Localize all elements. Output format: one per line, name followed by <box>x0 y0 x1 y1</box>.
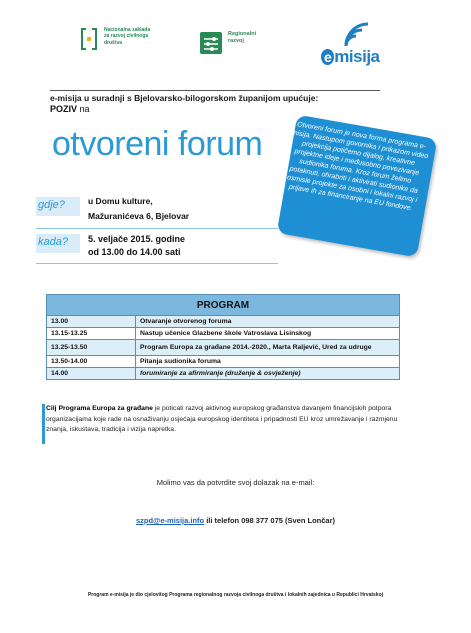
where-value <box>88 194 189 224</box>
program-time: 13.15-13.25 <box>47 328 136 340</box>
na-label: na <box>77 104 90 114</box>
footer-text: Program e-misija je dio cjelovitog Programa regionalnog razvoja civilnoga društva i lokalnih zajednica u Republici Hrvatskoj <box>87 592 384 598</box>
goal-lead: Cilj Programa Europa za građane <box>46 405 153 412</box>
event-title: otvoreni forum <box>52 125 263 163</box>
regional-development-logo-icon <box>200 32 222 54</box>
poziv-label: POZIV <box>50 104 78 114</box>
when-value <box>88 233 185 259</box>
emisija-logo: e misija <box>321 47 380 67</box>
nzrcd-logo-icon <box>80 27 98 51</box>
when-line-1: 5. veljače 2015. godine <box>88 234 186 244</box>
divider <box>36 263 278 264</box>
where-label: gdje? <box>38 199 65 211</box>
phone-text: ili telefon 098 377 075 (Sven Lončar) <box>204 516 336 525</box>
goal-paragraph <box>46 404 408 436</box>
program-desc: Otvaranje otvorenog foruma <box>136 316 400 328</box>
callout-text: Otvoreni forum je nova forma programa e-misija. Nastupom govornika i prikazom video projekcija potičemo dijalog, kreativne projektne ideje i međusobno povezivanje sudionika foruma. Kroz forum želimo potaknuti, ohrabriti i aktivirati sudionike da osmisle projekte za osobni i lokalni razvoj i prijave ih za financiranje na EU fondove. <box>286 121 429 213</box>
where-line-2: Mažuranićeva 6, Bjelovar <box>88 211 190 221</box>
program-time: 13.00 <box>47 316 136 328</box>
program-desc: Nastup učenice Glazbene škole Vatroslava Lisinskog <box>136 328 400 340</box>
nzrcd-logo-text: Nacionalna zaklada za razvoj civilnoga društva <box>104 27 151 46</box>
divider <box>50 90 380 91</box>
divider <box>36 228 278 229</box>
when-line-2: od 13.00 do 14.00 sati <box>88 247 181 257</box>
regional-development-logo-text: Regionalni razvoj <box>228 31 257 44</box>
intro-text: e-misija u suradnji s Bjelovarsko-bilogorskom županijom upućuje: <box>50 93 319 103</box>
program-title: PROGRAM <box>47 295 400 316</box>
table-row <box>47 356 400 368</box>
email-link[interactable]: szpd@e-misija.info <box>135 516 205 525</box>
goal-rest: je poticati razvoj aktivnog europskog građanstva davanjem financijskih potpora organizacijama koje rade na osnaživanju osjećaja europskog identiteta i pripadnosti EU kroz umrežavanje i razmjenu znanja, iskustava, tradicija i vizija napretka. <box>46 405 398 433</box>
table-row <box>47 340 400 356</box>
program-time: 14.00 <box>47 368 136 380</box>
where-line-1: u Domu kulture, <box>88 196 153 206</box>
program-desc: Program Europa za građane 2014.-2020., Marta Raljević, Ured za udruge <box>136 340 400 356</box>
rsvp-text: Molimo vas da potvrdite svoj dolazak na e-mail: <box>156 478 315 487</box>
emisija-logo-text: misija <box>334 47 380 66</box>
goal-accent-bar <box>42 404 45 444</box>
table-row <box>47 368 400 380</box>
when-label: kada? <box>38 236 68 248</box>
program-desc: forumiranje za afirmiranje (druženje & osvježenje) <box>136 368 400 380</box>
program-time: 13.50-14.00 <box>47 356 136 368</box>
program-table <box>46 294 400 380</box>
program-time: 13.25-13.50 <box>47 340 136 356</box>
rsvp-contact <box>0 516 471 525</box>
invitation-heading <box>50 104 90 114</box>
program-desc: Pitanja sudionika foruma <box>136 356 400 368</box>
table-row <box>47 328 400 340</box>
table-row <box>47 316 400 328</box>
